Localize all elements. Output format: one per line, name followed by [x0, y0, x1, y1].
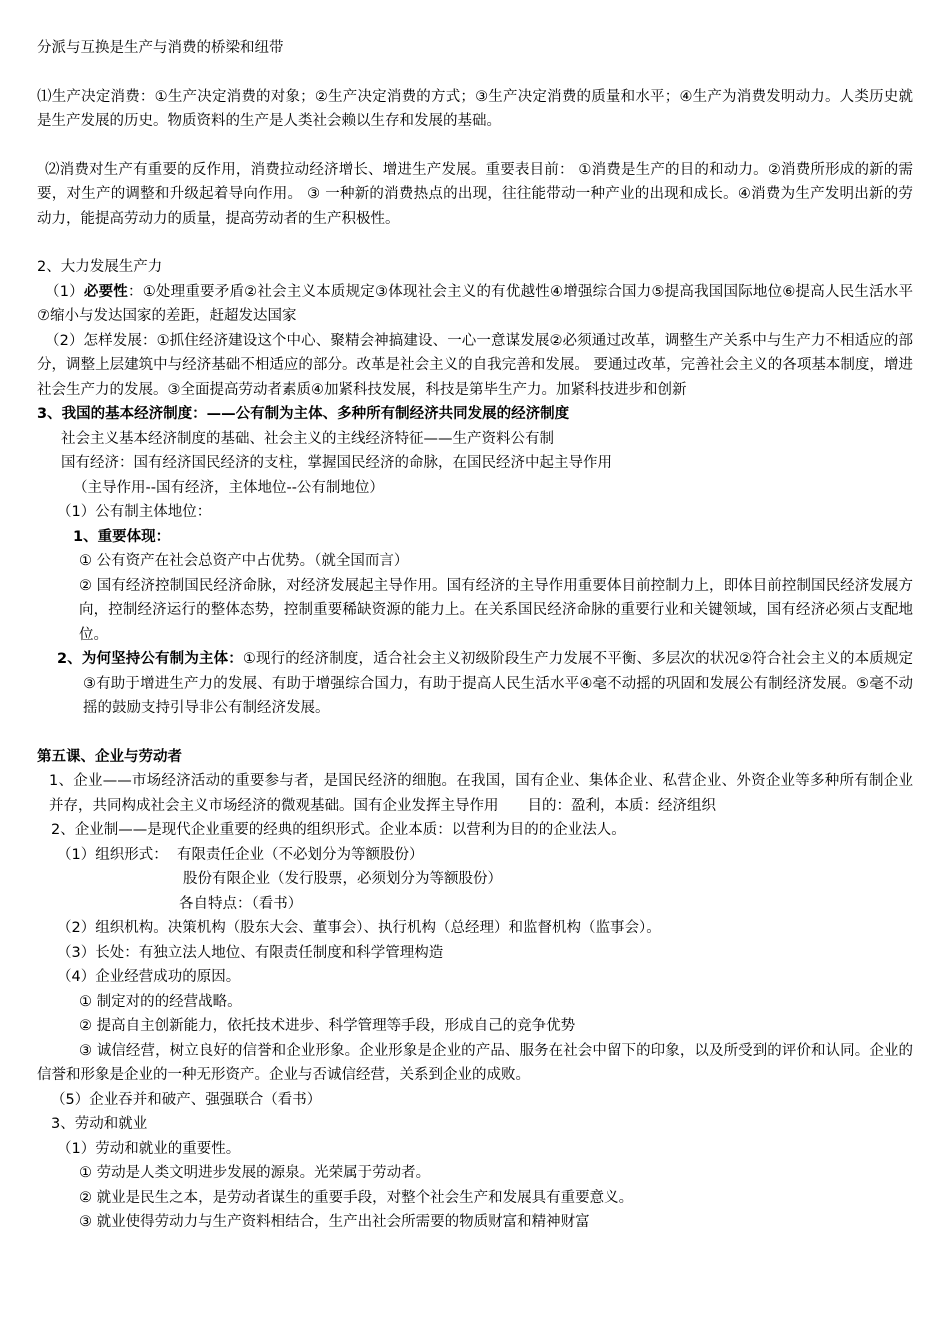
line-system-foundation: 社会主义基本经济制度的基础、社会主义的主线经济特征——生产资料公有制 — [61, 430, 554, 447]
para-why-public-ownership — [37, 647, 913, 721]
para-production-decides-consumption: ⑴生产决定消费：①生产决定消费的对象；②生产决定消费的方式；③生产决定消费的质量和水平；④生产为消费发明动力。人类历史就是生产发展的历史。物质资料的生产是人类社会赖以生存和发展的基础。 — [37, 88, 913, 129]
line-merger: （5）企业吞并和破产、强强联合（看书） — [51, 1091, 322, 1108]
item-employment-basis: ② 就业是民生之本，是劳动者谋生的重要手段，对整个社会生产和发展具有重要意义。 — [79, 1189, 634, 1206]
heading-public-ownership-dominance: （1）公有制主体地位： — [57, 504, 212, 520]
necessity-prefix: （1） — [45, 283, 84, 300]
para-how-to-develop: （2）怎样发展：①抓住经济建设这个中心、聚精会神搞建设、一心一意谋发展②必须通过改革，调整生产关系中与生产力不相适应的部分，调整上层建筑中与经济基础不相适应的部分。改革是社会主义的自我完善和发展。 要通过改革，完善社会主义的各项基本制度，增进社会生产力的发展。③全面提高劳动者素质④加紧科技发展，科技是第毕生产力。加紧科技进步和创新 — [37, 332, 913, 398]
line-org-structure: （2）组织机构。决策机构（股东大会、董事会）、执行机构（总经理）和监督机构（监事会）。 — [57, 920, 661, 936]
item-strategy: ① 制定对的的经营战略。 — [79, 993, 242, 1010]
item-public-assets-advantage: ① 公有资产在社会总资产中占优势。（就全国而言） — [79, 553, 409, 569]
line-importance: （1）劳动和就业的重要性。 — [57, 1140, 241, 1157]
line-joint-stock: 股份有限企业（发行股票，必须划分为等额股份） — [183, 871, 502, 887]
line-distribution-bridge: 分派与互换是生产与消费的桥梁和纽带 — [37, 40, 284, 56]
heading-labor-employment: 3、劳动和就业 — [51, 1116, 148, 1132]
item-integrity: ③ 诚信经营，树立良好的信誉和企业形象。企业形象是企业的产品、服务在社会中留下的印象，以及所受到的评价和认同。企业的信誉和形象是企业的一种无形资产。企业与否诚信经营，关系到企业的成败。 — [37, 1042, 913, 1083]
heading-key-manifestation: 1、重要体现： — [73, 528, 171, 545]
line-state-economy: 国有经济：国有经济国民经济的支柱，掌握国民经济的命脉，在国民经济中起主导作用 — [61, 455, 612, 471]
item-innovation: ② 提高自主创新能力，依托技术进步、科学管理等手段，形成自己的竞争优势 — [79, 1018, 576, 1034]
line-leading-role-note: （主导作用--国有经济，主体地位--公有制地位） — [73, 479, 384, 496]
para-necessity — [37, 280, 913, 329]
item-employment-combines: ③ 就业使得劳动力与生产资料相结合，生产出社会所需要的物质财富和精神财富 — [79, 1214, 590, 1230]
line-features: 各自特点：（看书） — [179, 895, 303, 912]
item-state-economy-controls: ② 国有经济控制国民经济命脉，对经济发展起主导作用。国有经济的主导作用重要体目前控制力上，即体目前控制国民经济发展方向，控制经济运行的整体态势，控制重要稀缺资源的能力上。在关系国民经济命脉的重要行业和关键领域，国有经济必须占支配地位。 — [79, 577, 913, 643]
para-consumption-reacts-production: ⑵消费对生产有重要的反作用，消费拉动经济增长、增进生产发展。重要表目前： ①消费是生产的目的和动力。②消费所形成的新的需要，对生产的调整和升级起着导向作用。 ③ 一种新的消费热点的出现，往往能带动一种产业的出现和成长。④消费为生产发明出新的劳动力，能提高劳动力的质量，提高劳动者的生产积极性。 — [37, 161, 913, 227]
heading-develop-productivity: 2、大力发展生产力 — [37, 259, 163, 275]
para-enterprise-system: 2、企业制——是现代企业重要的经典的组织形式。企业本质：以营利为目的的企业法人。 — [51, 822, 626, 838]
heading-lesson-five: 第五课、企业与劳动者 — [37, 748, 182, 765]
heading-basic-economic-system: 3、我国的基本经济制度：——公有制为主体、多种所有制经济共同发展的经济制度 — [37, 406, 570, 422]
line-org-form: （1）组织形式： 有限责任企业（不必划分为等额股份） — [57, 846, 424, 863]
document-page — [37, 36, 913, 1235]
line-success-reasons: （4）企业经营成功的原因。 — [57, 969, 241, 985]
para-enterprise: 1、企业——市场经济活动的重要参与者，是国民经济的细胞。在我国，国有企业、集体企业、私营企业、外资企业等多种所有制企业并存，共同构成社会主义市场经济的微观基础。国有企业发挥主导作用 目的：盈利，本质：经济组织 — [49, 773, 913, 814]
line-advantages: （3）长处：有独立法人地位、有限责任制度和科学管理构造 — [57, 944, 444, 961]
why-public-ownership-text: ①现行的经济制度，适合社会主义初级阶段生产力发展不平衡、多层次的状况②符合社会主义的本质规定③有助于增进生产力的发展、有助于增强综合国力，有助于提高人民生活水平④毫不动摇的巩固和发展公有制经济发展。⑤毫不动摇的鼓励支持引导非公有制经济发展。 — [83, 651, 914, 716]
item-labor-source: ① 劳动是人类文明进步发展的源泉。光荣属于劳动者。 — [79, 1165, 431, 1181]
necessity-text: ：①处理重要矛盾②社会主义本质规定③体现社会主义的有优越性④增强综合国力⑤提高我国国际地位⑥提高人民生活水平⑦缩小与发达国家的差距，赶超发达国家 — [37, 283, 913, 324]
necessity-label: 必要性 — [83, 283, 128, 300]
why-public-ownership-label: 2、为何坚持公有制为主体： — [57, 651, 243, 667]
